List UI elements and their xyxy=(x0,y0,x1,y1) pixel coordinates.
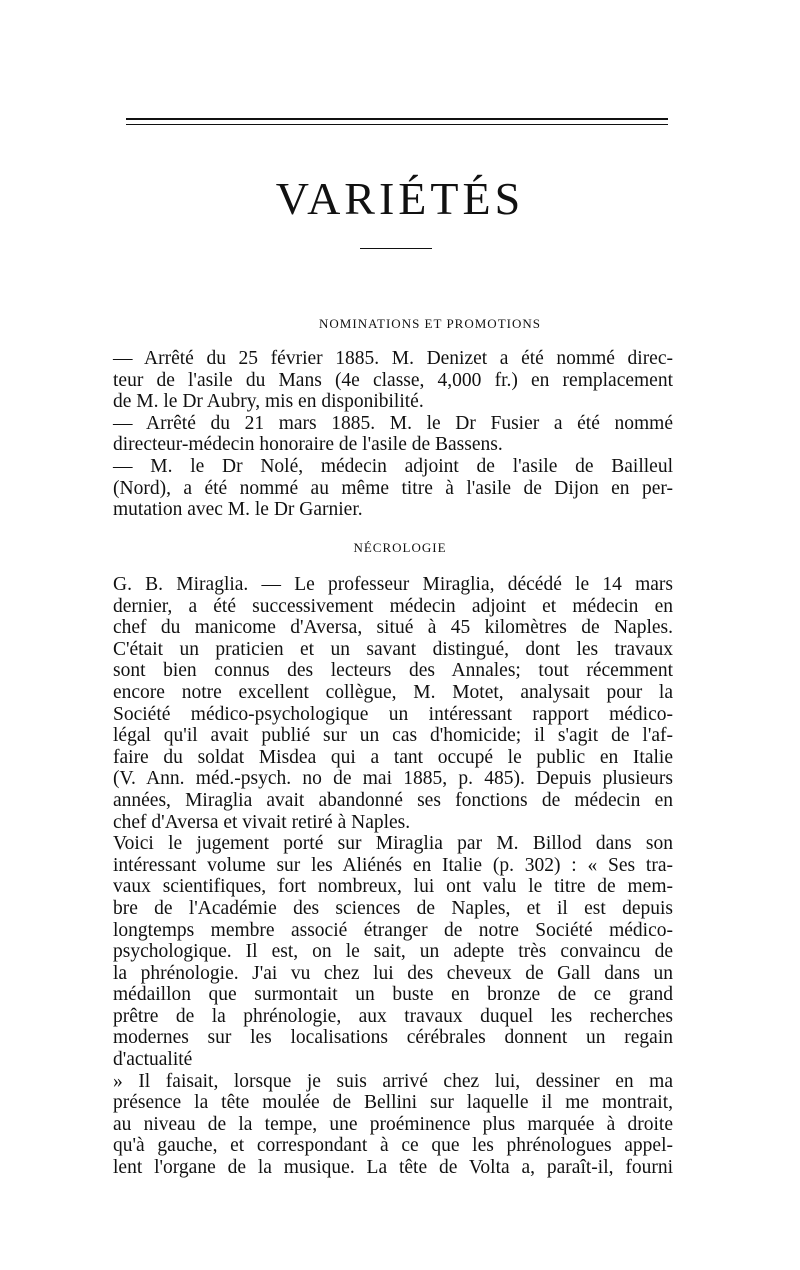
header-rule xyxy=(126,118,668,120)
text-line: » Il faisait, lorsque je suis arrivé chez lui, dessiner en ma xyxy=(113,1070,673,1092)
text-line: médaillon que surmontait un buste en bronze de ce grand xyxy=(113,984,673,1006)
text-line: modernes sur les localisations cérébrales donnent un regain xyxy=(113,1027,673,1049)
section-body-necrologie xyxy=(113,574,673,1179)
text-line: la phrénologie. J'ai vu chez lui des cheveux de Gall dans un xyxy=(113,962,673,984)
text-line: psychologique. Il est, on le sait, un adepte très convaincu de xyxy=(113,941,673,963)
section-heading-necrologie: NÉCROLOGIE xyxy=(353,540,447,555)
title-divider xyxy=(360,248,432,249)
text-line: — Arrêté du 21 mars 1885. M. le Dr Fusier a été nommé xyxy=(113,412,673,434)
text-line: Voici le jugement porté sur Miraglia par M. Billod dans son xyxy=(113,833,673,855)
header-rule-thin xyxy=(126,124,668,125)
text-line: au niveau de la tempe, une proéminence plus marquée à droite xyxy=(113,1113,673,1135)
section-heading-nominations: NOMINATIONS ET PROMOTIONS xyxy=(319,316,541,331)
text-line: — M. le Dr Nolé, médecin adjoint de l'asile de Bailleul xyxy=(113,455,673,477)
text-line: prêtre de la phrénologie, aux travaux duquel les recherches xyxy=(113,1005,673,1027)
text-line: années, Miraglia avait abandonné ses fonctions de médecin en xyxy=(113,789,673,811)
text-line: présence la tête moulée de Bellini sur laquelle il me montrait, xyxy=(113,1092,673,1114)
text-line: (Nord), a été nommé au même titre à l'asile de Dijon en per- xyxy=(113,477,673,499)
text-line: vaux scientifiques, fort nombreux, lui ont valu le titre de mem- xyxy=(113,876,673,898)
text-line: directeur-médecin honoraire de l'asile de Bassens. xyxy=(113,434,503,456)
text-line: de M. le Dr Aubry, mis en disponibilité. xyxy=(113,391,424,413)
text-line: lent l'organe de la musique. La tête de Volta a, paraît-il, fourni xyxy=(113,1157,673,1179)
text-line: teur de l'asile du Mans (4e classe, 4,000 fr.) en remplacement xyxy=(113,369,673,391)
text-line: mutation avec M. le Dr Garnier. xyxy=(113,499,363,521)
text-line: intéressant volume sur les Aliénés en Italie (p. 302) : « Ses tra- xyxy=(113,854,673,876)
text-line: d'actualité xyxy=(113,1049,193,1071)
text-line: chef du manicome d'Aversa, situé à 45 kilomètres de Naples. xyxy=(113,617,673,639)
text-line: chef d'Aversa et vivait retiré à Naples. xyxy=(113,811,411,833)
text-line: bre de l'Académie des sciences de Naples, et il est depuis xyxy=(113,897,673,919)
section-body-nominations xyxy=(113,348,673,521)
text-line: sont bien connus des lecteurs des Annales; tout récemment xyxy=(113,660,673,682)
text-line: C'était un praticien et un savant distingué, dont les travaux xyxy=(113,638,673,660)
text-line: encore notre excellent collègue, M. Motet, analysait pour la xyxy=(113,681,673,703)
text-line: G. B. Miraglia. — Le professeur Miraglia, décédé le 14 mars xyxy=(113,574,673,595)
text-line: qu'à gauche, et correspondant à ce que les phrénologues appel- xyxy=(113,1135,673,1157)
text-line: longtemps membre associé étranger de notre Société médico- xyxy=(113,919,673,941)
text-line: faire du soldat Misdea qui a tant occupé le public en Italie xyxy=(113,746,673,768)
text-line: légal qu'il avait publié sur un cas d'homicide; il s'agit de l'af- xyxy=(113,725,673,747)
text-line: Société médico-psychologique un intéressant rapport médico- xyxy=(113,703,673,725)
text-line: dernier, a été successivement médecin adjoint et médecin en xyxy=(113,595,673,617)
page-title: VARIÉTÉS xyxy=(275,173,525,224)
text-line: (V. Ann. méd.-psych. no de mai 1885, p. 485). Depuis plusieurs xyxy=(113,768,673,790)
text-line: — Arrêté du 25 février 1885. M. Denizet a été nommé direc- xyxy=(113,348,673,369)
